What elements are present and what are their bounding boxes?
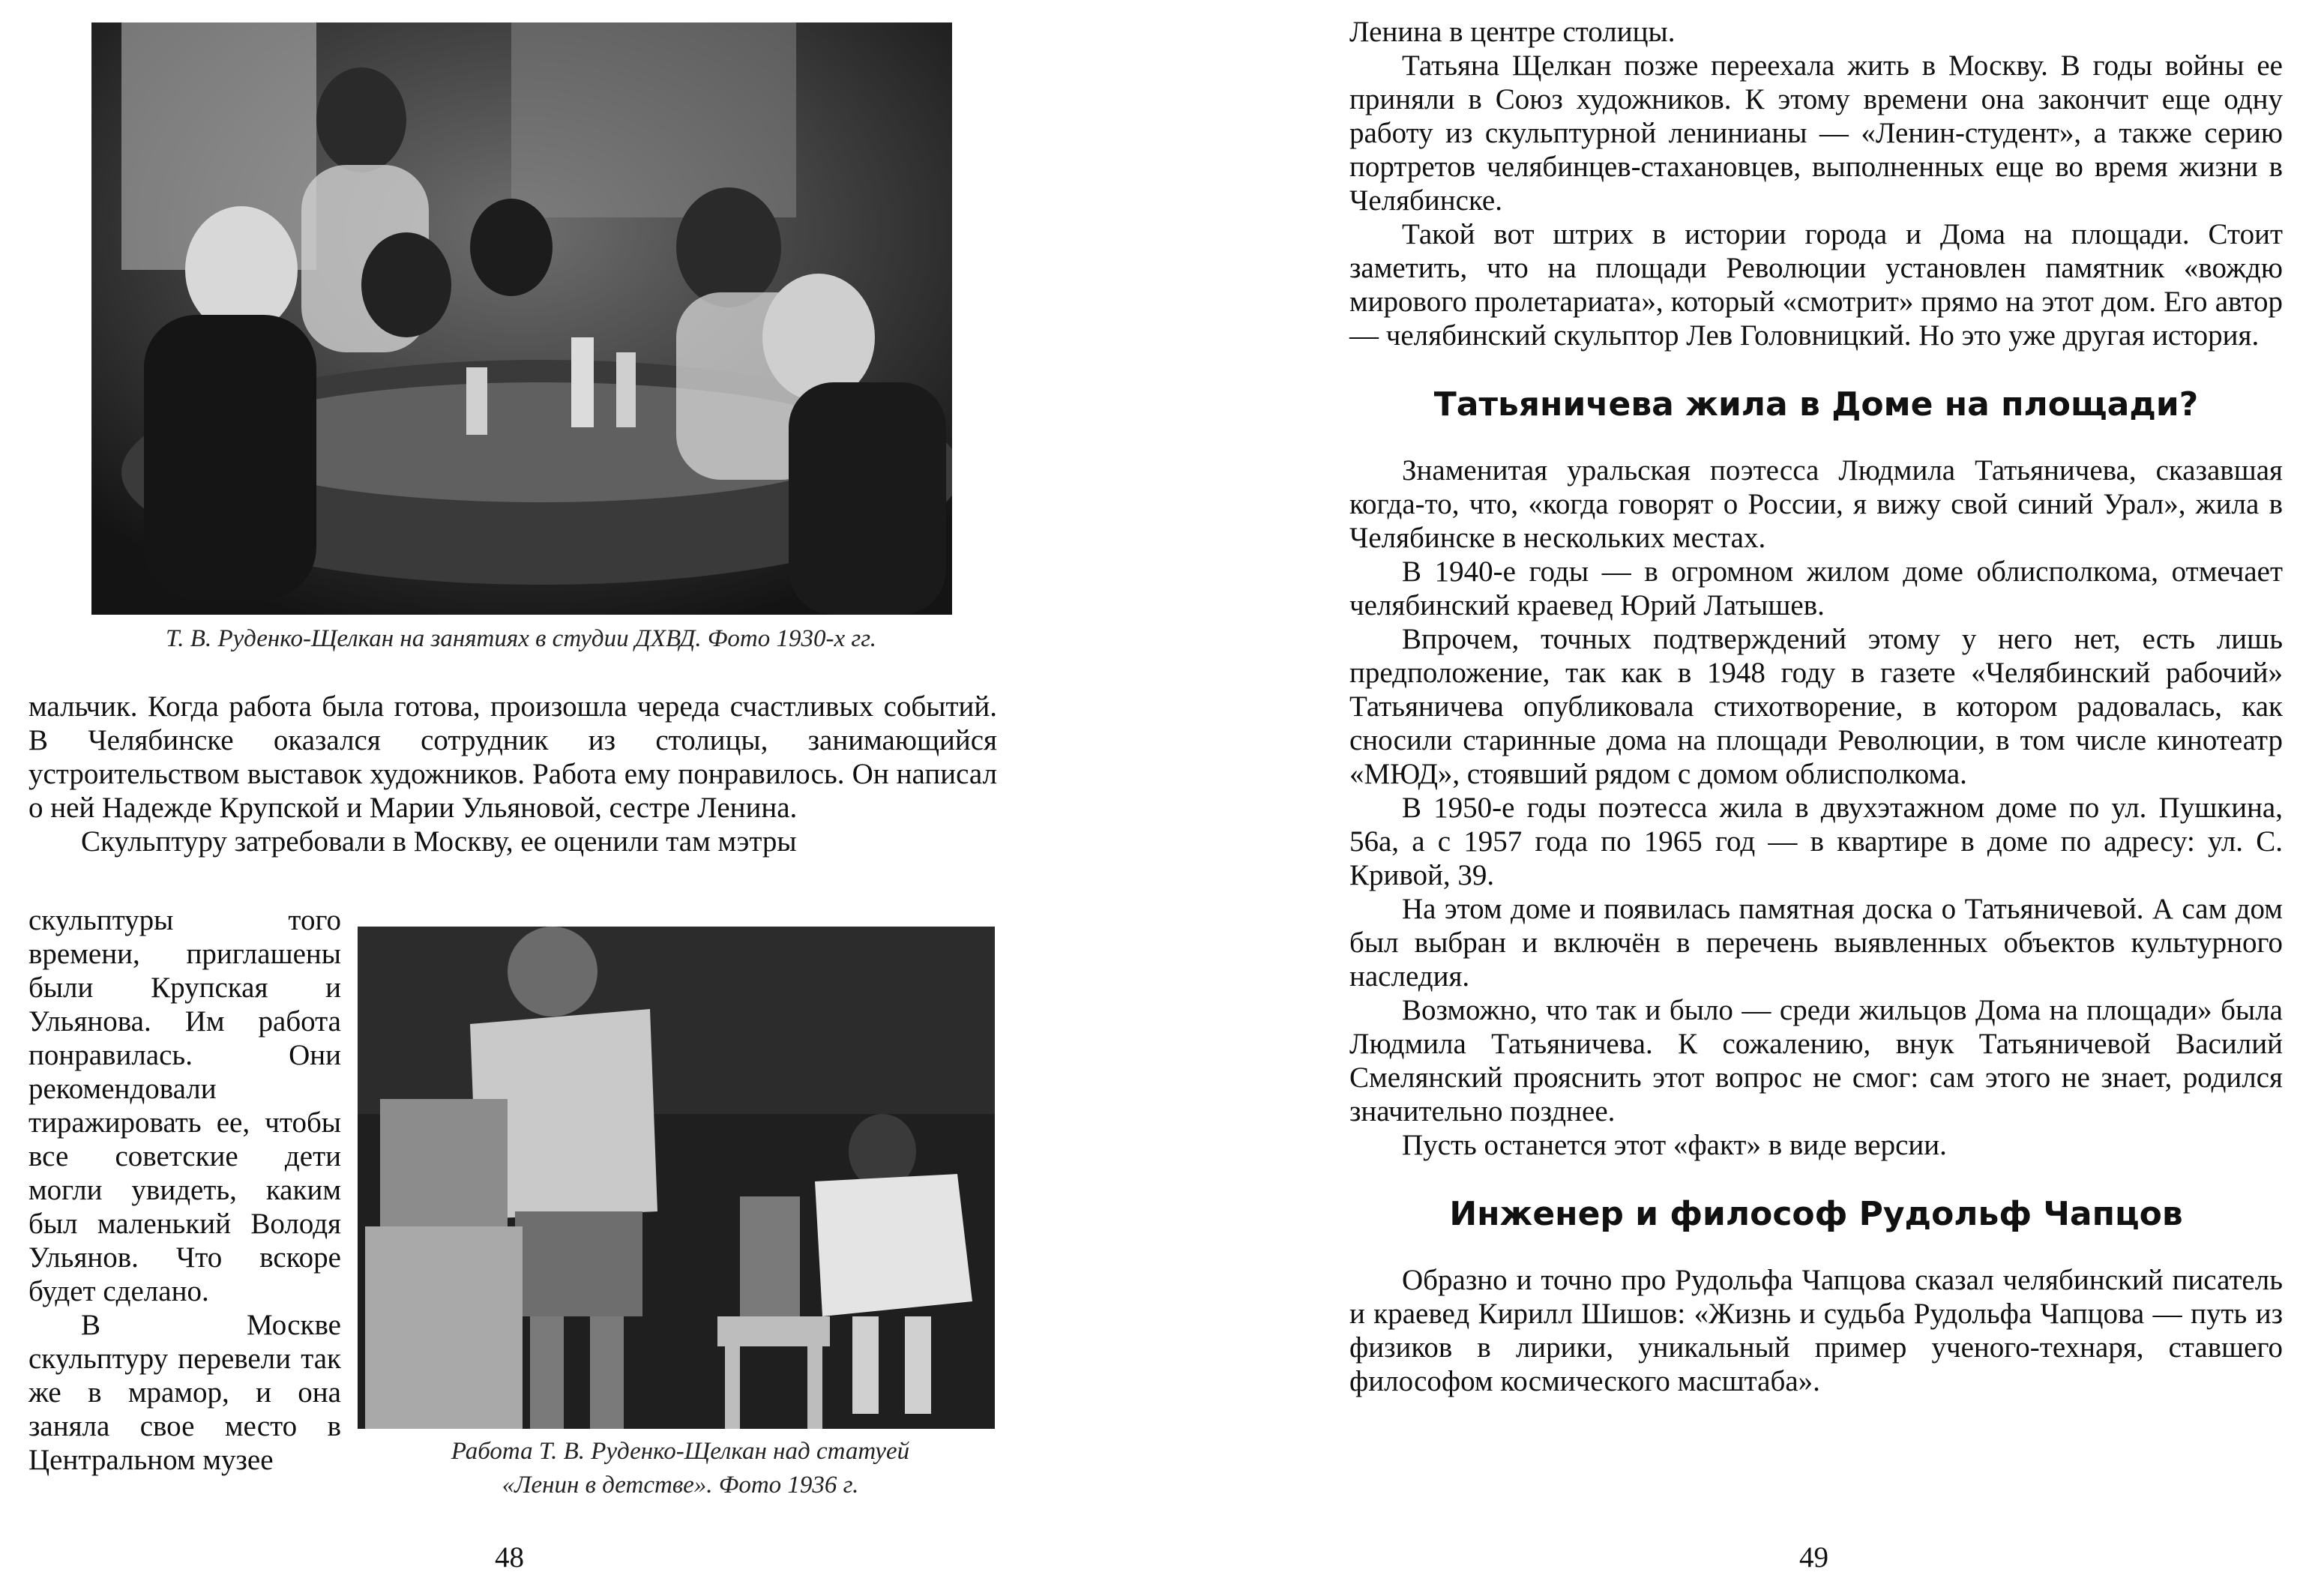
- studio-class-photo: [91, 22, 952, 615]
- wrapped-text-column: [28, 903, 341, 1477]
- photo2-caption-line: «Ленин в детстве». Фото 1936 г.: [502, 1472, 859, 1499]
- photo-studio-class-icon: [91, 22, 952, 615]
- page-number: 49: [1799, 1541, 1828, 1574]
- photo2-caption: [364, 1435, 997, 1502]
- section-heading: Инженер и философ Рудольф Чапцов: [1449, 1195, 2183, 1233]
- paragraph: Знаменитая уральская поэтесса Людмила Татьяничева, сказавшая когда-то, что, «когда говорят о России, я вижу свой синий Урал», жила в Челябинске в нескольких местах.: [1349, 454, 2283, 554]
- paragraph: Скульптуру затребовали в Москву, ее оценили там мэтры: [81, 825, 797, 858]
- paragraph: Такой вот штрих в истории города и Дома на площади. Стоит заметить, что на площади Революции установлен памятник «вождю мирового пролетариата», который «смотрит» прямо на этот дом. Его автор — челябинский скульптор Лев Головницкий. Но это уже другая история.: [1349, 218, 2283, 352]
- paragraph: Татьяна Щелкан позже переехала жить в Москву. В годы войны ее приняли в Союз художников. К этому времени она закончит еще одну работу из скульптурной ленинианы — «Ленин-студент», а также серию портретов челябинцев-стахановцев, выполненных еще во время жизни в Челябинске.: [1349, 49, 2283, 217]
- left-text-flow: [28, 690, 997, 858]
- paragraph: На этом доме и появилась памятная доска о Татьяничевой. А сам дом был выбран и включён в перечень выявленных объектов культурного наследия.: [1349, 893, 2283, 993]
- paragraph: Ленина в центре столицы.: [1349, 16, 1676, 48]
- section-heading: Татьяничева жила в Доме на площади?: [1433, 385, 2199, 424]
- paragraph: Образно и точно про Рудольфа Чапцова сказал челябинский писатель и краевед Кирилл Шишов: «Жизнь и судьба Рудольфа Чапцова — путь из физиков в лирики, уникальный пример ученого-технаря, ставшего философом космического масштаба».: [1349, 1264, 2283, 1397]
- paragraph: Возможно, что так и было — среди жильцов Дома на площади» была Людмила Татьяничева. К сожалению, внук Татьяничевой Василий Смелянский прояснить этот вопрос не смог: сам этого не знает, родился значительно позднее.: [1349, 994, 2283, 1127]
- page-number: 48: [495, 1541, 524, 1574]
- photo-sculptor-icon: [358, 927, 995, 1429]
- paragraph: Впрочем, точных подтверждений этому у него нет, есть лишь предположение, так как в 1948 году в газете «Челябинский рабочий» Татьяничева опубликовала стихотворение, в котором радовалась, как сносили старинные дома на площади Революции, в том числе кинотеатр «МЮД», стоявший рядом с домом облисполкома.: [1349, 623, 2283, 790]
- paragraph: мальчик. Когда работа была готова, произошла череда счастливых событий. В Челябинске оказался сотрудник из столицы, занимающийся устроительством выставок художников. Работа ему понравилось. Он написал о ней Надежде Крупской и Марии Ульяновой, сестре Ленина.: [28, 690, 997, 824]
- paragraph: В 1940-е годы — в огромном жилом доме облисполкома, отмечает челябинский краевед Юрий Латышев.: [1349, 555, 2283, 621]
- right-page: [1162, 0, 2324, 1593]
- paragraph: В Москве скульптуру перевели так же в мрамор, и она заняла свое место в Центральном музее: [28, 1309, 341, 1476]
- paragraph: скульптуры того времени, приглашены были Крупская и Ульянова. Им работа понравилась. Они рекомендовали тиражировать ее, чтобы все советские дети могли увидеть, каким был маленький Володя Ульянов. Что вскоре будет сделано.: [28, 904, 341, 1307]
- paragraph: Пусть останется этот «факт» в виде версии.: [1402, 1129, 1947, 1161]
- sculpture-work-photo: [358, 927, 995, 1429]
- photo1-caption: Т. В. Руденко-Щелкан на занятиях в студии ДХВД. Фото 1930-х гг.: [166, 625, 876, 652]
- paragraph: В 1950-е годы поэтесса жила в двухэтажном доме по ул. Пушкина, 56а, а с 1957 года по 1965 год — в квартире в доме по адресу: ул. С. Кривой, 39.: [1349, 792, 2283, 891]
- photo2-caption-line: Работа Т. В. Руденко-Щелкан над статуей: [451, 1438, 910, 1465]
- right-text-flow: [1349, 15, 2283, 1398]
